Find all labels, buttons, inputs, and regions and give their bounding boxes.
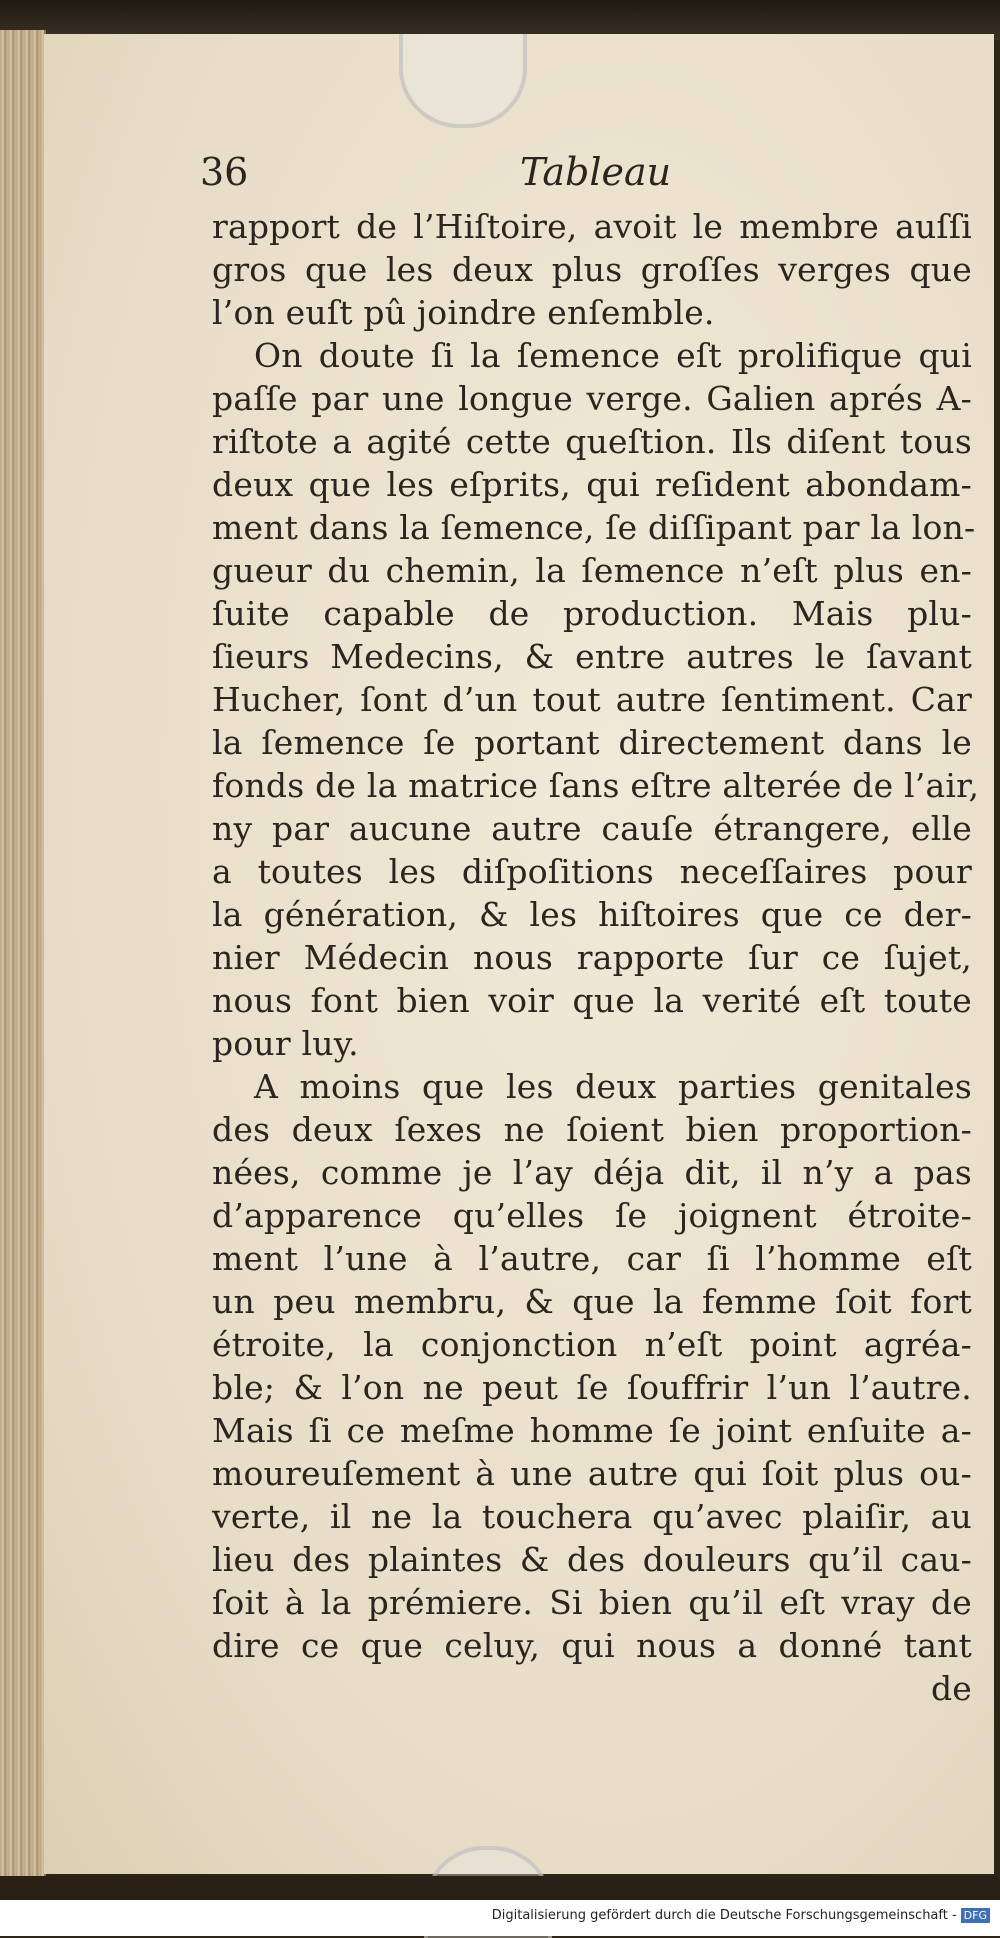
text-line: a toutes les diſpoſitions neceſſaires pour	[212, 852, 972, 891]
text-line: nées, comme je l’ay déja dit, il n’y a pas	[212, 1153, 972, 1192]
text-line: d’apparence qu’elles ſe joignent étroite-	[212, 1196, 972, 1235]
text-line: un peu membru, & que la femme ſoit fort	[212, 1282, 972, 1321]
page-number: 36	[200, 150, 249, 194]
running-head: Tableau	[520, 150, 672, 194]
text-line: lieu des plaintes & des douleurs qu’il cau-	[212, 1540, 972, 1579]
text-line: dire ce que celuy, qui nous a donné tant	[212, 1626, 972, 1665]
text-line: gros que les deux plus groſſes verges que	[212, 250, 972, 289]
text-line: ble; & l’on ne peut ſe ſouffrir l’un l’autre.	[212, 1368, 972, 1407]
page-text	[212, 205, 980, 1710]
catchword: de	[930, 1669, 972, 1708]
page-header	[200, 150, 1000, 210]
scan-background-bottom	[0, 1876, 1000, 1900]
text-line: riſtote a agité cette queſtion. Ils diſent tous	[212, 422, 972, 461]
text-line: pour luy.	[212, 1024, 359, 1063]
footer-bar	[0, 1900, 1000, 1936]
text-line: ment dans la ſemence, ſe diſſipant par la lon-	[212, 508, 976, 547]
text-line: des deux ſexes ne ſoient bien proportion-	[212, 1110, 972, 1149]
text-line: la ſemence ſe portant directement dans le	[212, 723, 972, 762]
text-line: On doute ſi la ſemence eſt prolifique qui	[254, 336, 972, 375]
text-line: A moins que les deux parties genitales	[254, 1067, 972, 1106]
funding-credit	[492, 1908, 990, 1923]
dfg-logo-icon: DFG	[961, 1908, 990, 1923]
funding-credit-text: Digitalisierung gefördert durch die Deutsche Forschungsgemeinschaft -	[491, 1908, 957, 1923]
text-line: ny par aucune autre cauſe étrangere, elle	[212, 809, 972, 848]
text-line: deux que les eſprits, qui reſident abondam-	[212, 465, 972, 504]
text-line: fonds de la matrice ſans eſtre alterée de l’air,	[212, 766, 980, 805]
page-clip-top	[399, 34, 527, 128]
text-line: gueur du chemin, la ſemence n’eſt plus en-	[212, 551, 972, 590]
text-line: ſoit à la prémiere. Si bien qu’il eſt vray de	[212, 1583, 972, 1622]
text-line: ſuite capable de production. Mais plu-	[212, 594, 972, 633]
text-line: verte, il ne la touchera qu’avec plaiſir, au	[212, 1497, 972, 1536]
text-line: nier Médecin nous rapporte ſur ce ſujet,	[212, 938, 972, 977]
text-line: moureuſement à une autre qui ſoit plus ou-	[212, 1454, 972, 1493]
text-line: la génération, & les hiſtoires que ce der-	[212, 895, 972, 934]
text-line: paſſe par une longue verge. Galien aprés A-	[212, 379, 972, 418]
text-line: rapport de l’Hiſtoire, avoit le membre auſſi	[212, 207, 972, 246]
text-line: étroite, la conjonction n’eſt point agréa-	[212, 1325, 972, 1364]
text-line: ment l’une à l’autre, car ſi l’homme eſt	[212, 1239, 972, 1278]
text-line: ſieurs Medecins, & entre autres le ſavant	[212, 637, 972, 676]
text-line: Mais ſi ce meſme homme ſe joint enſuite a-	[212, 1411, 972, 1450]
text-line: Hucher, ſont d’un tout autre ſentiment. Car	[212, 680, 972, 719]
book-page-edges	[0, 30, 46, 1880]
text-line: nous font bien voir que la verité eſt toute	[212, 981, 972, 1020]
text-line: l’on euſt pû joindre enſemble.	[212, 293, 715, 332]
